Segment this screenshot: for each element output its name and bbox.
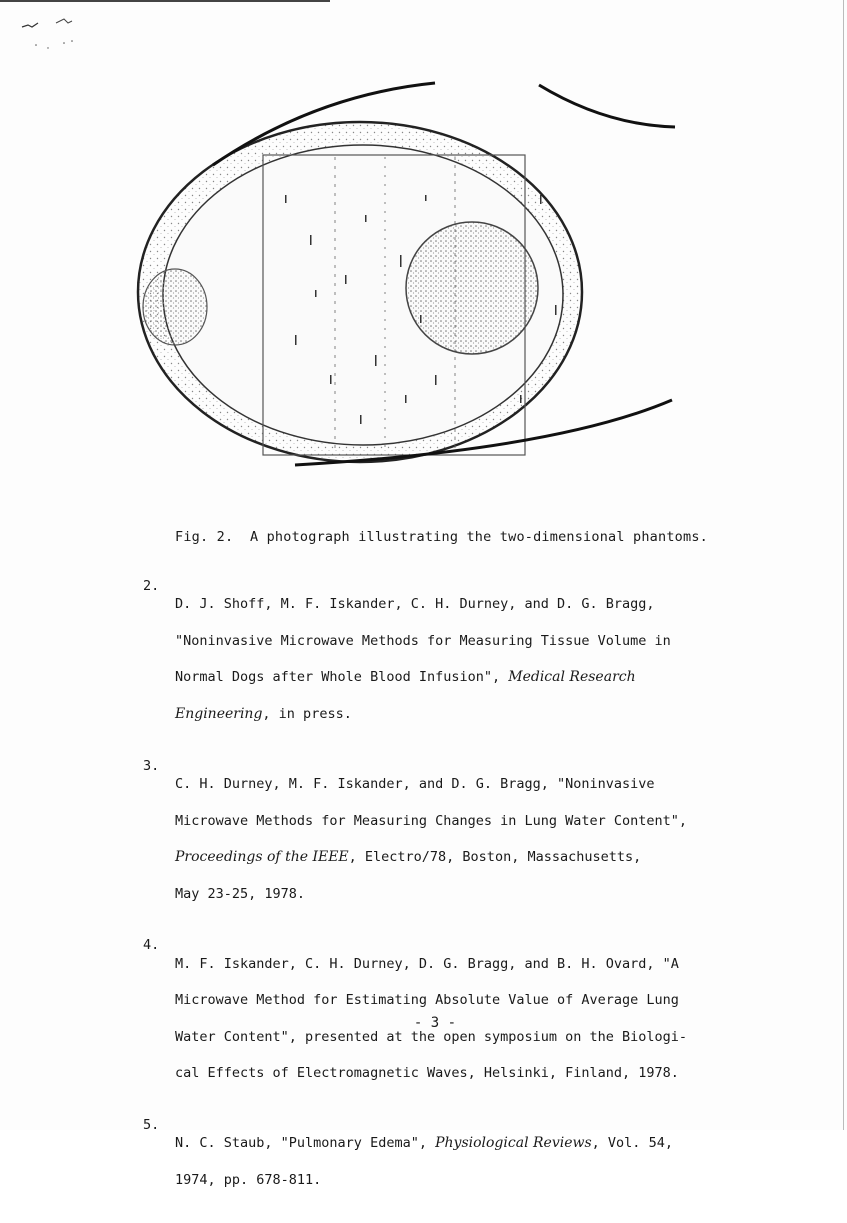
reference-line: Microwave Methods for Measuring Changes in Lung Water Content", — [175, 812, 688, 829]
journal-title: Physiological Reviews — [435, 1135, 592, 1152]
reference-number: 2. — [143, 578, 160, 594]
reference-line: May 23-25, 1978. — [175, 885, 306, 902]
journal-title: Proceedings of the IEEE — [175, 849, 349, 866]
reference-line: Engineering, in press. — [175, 706, 352, 723]
reference-line: D. J. Shoff, M. F. Iskander, C. H. Durney, and D. G. Bragg, — [175, 596, 655, 613]
reference-line: Proceedings of the IEEE, Electro/78, Boston, Massachusetts, — [175, 849, 642, 866]
reference-line: M. F. Iskander, C. H. Durney, D. G. Bragg, and B. H. Ovard, "A — [175, 955, 679, 972]
journal-title: Medical Research — [508, 669, 636, 686]
page-number: - 3 - — [413, 1015, 457, 1031]
reference-list — [0, 577, 847, 1223]
scan-specks — [20, 15, 90, 55]
reference-item — [0, 577, 847, 742]
reference-line: "Noninvasive Microwave Methods for Measuring Tissue Volume in — [175, 632, 671, 649]
reference-line: N. C. Staub, "Pulmonary Edema", Physiological Reviews, Vol. 54, — [175, 1135, 673, 1152]
reference-line: Water Content", presented at the open symposium on the Biologi- — [175, 1028, 688, 1045]
reference-line: cal Effects of Electromagnetic Waves, Helsinki, Finland, 1978. — [175, 1065, 679, 1082]
reference-number: 4. — [143, 937, 160, 954]
journal-title: Engineering — [175, 706, 263, 723]
reference-number: 5. — [143, 1117, 160, 1134]
scan-top-edge — [0, 0, 330, 2]
reference-line: Microwave Method for Estimating Absolute Value of Average Lung — [175, 992, 679, 1009]
figure-caption-text: A photograph illustrating the two-dimensional phantoms. — [249, 529, 708, 545]
figure-caption — [175, 529, 708, 545]
reference-line: 1974, pp. 678-811. — [175, 1171, 322, 1188]
reference-line: C. H. Durney, M. F. Iskander, and D. G. Bragg, "Noninvasive — [175, 775, 655, 792]
reference-item — [0, 757, 847, 922]
phantom-photograph — [135, 75, 680, 485]
reference-text — [175, 757, 735, 922]
figure-caption-label: Fig. 2. — [175, 529, 234, 545]
reference-text — [175, 577, 735, 742]
reference-number: 3. — [143, 757, 160, 774]
reference-line: Normal Dogs after Whole Blood Infusion", Medical Research — [175, 669, 636, 686]
